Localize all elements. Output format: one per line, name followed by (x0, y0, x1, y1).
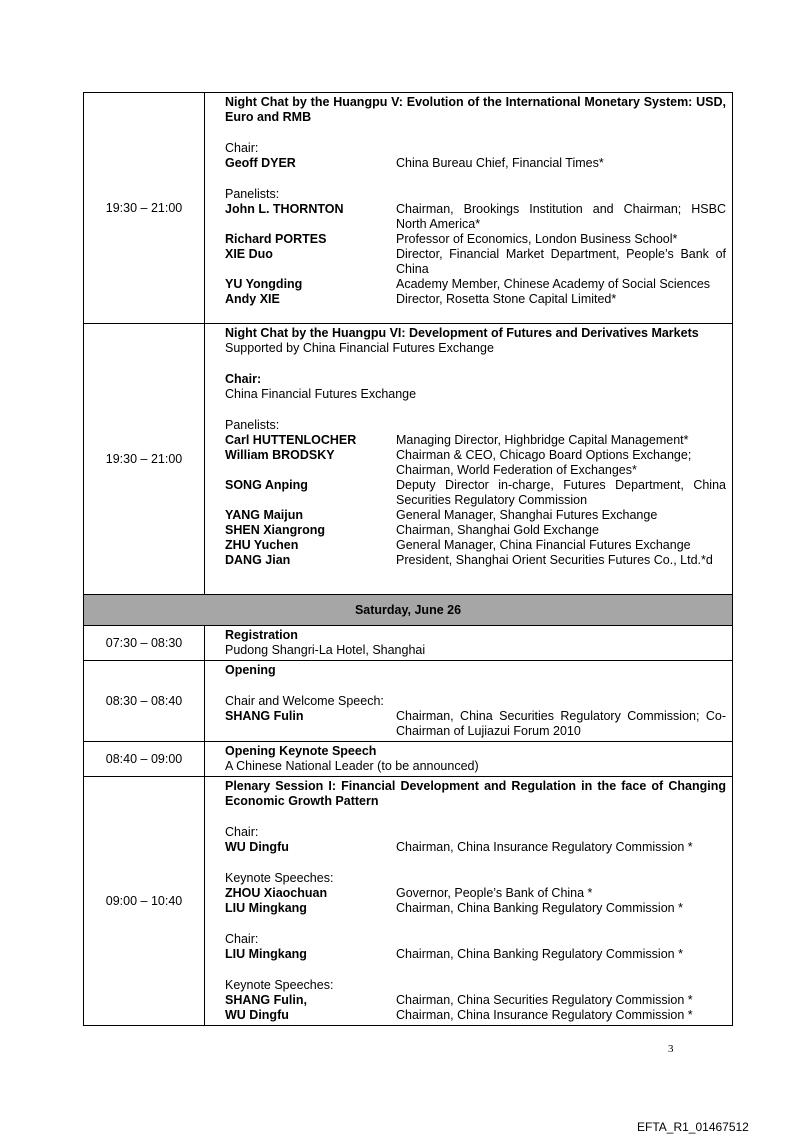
person-role: China Bureau Chief, Financial Times* (396, 156, 604, 170)
person-row (225, 840, 726, 855)
person-name: Carl HUTTENLOCHER (225, 433, 357, 447)
session-text: A Chinese National Leader (to be announced) (225, 759, 479, 773)
person-name: DANG Jian (225, 553, 291, 567)
person-role: General Manager, China Financial Futures Exchange (396, 538, 691, 552)
session-time: 09:00 – 10:40 (84, 777, 205, 1026)
chair-label: Chair: (225, 825, 259, 839)
person-name: John L. THORNTON (225, 202, 344, 216)
chair-label: Chair and Welcome Speech: (225, 694, 384, 708)
person-row (225, 886, 726, 901)
session-row (84, 777, 733, 1026)
day-header-row (84, 595, 733, 626)
person-name: ZHOU Xiaochuan (225, 886, 328, 900)
person-name: WU Dingfu (225, 1008, 289, 1022)
person-name: SONG Anping (225, 478, 308, 492)
session-content (205, 742, 733, 777)
agenda-table (83, 92, 733, 1026)
person-name: LIU Mingkang (225, 901, 307, 915)
session-row (84, 93, 733, 324)
person-name: Geoff DYER (225, 156, 296, 170)
session-title: Opening (225, 663, 276, 677)
person-row (225, 538, 726, 553)
person-row (225, 947, 726, 962)
person-name: SHEN Xiangrong (225, 523, 326, 537)
person-role: Deputy Director in-charge, Futures Department, China Securities Regulatory Commission (396, 478, 726, 507)
session-subtitle: Supported by China Financial Futures Exchange (225, 341, 494, 355)
session-title: Registration (225, 628, 298, 642)
session-time: 08:40 – 09:00 (84, 742, 205, 777)
person-name: LIU Mingkang (225, 947, 307, 961)
page-number: 3 (668, 1043, 674, 1055)
person-name: WU Dingfu (225, 840, 289, 854)
person-role: Chairman, China Banking Regulatory Commission * (396, 901, 683, 915)
person-role: President, Shanghai Orient Securities Futures Co., Ltd.*d (396, 553, 713, 567)
session-row (84, 742, 733, 777)
session-content (205, 626, 733, 661)
person-row (225, 993, 726, 1008)
session-time: 19:30 – 21:00 (84, 93, 205, 324)
person-row (225, 553, 726, 568)
document-id: EFTA_R1_01467512 (637, 1120, 749, 1134)
session-title: Night Chat by the Huangpu V: Evolution of the International Monetary System: USD, Euro and RMB (225, 95, 726, 124)
person-role: Chairman, China Insurance Regulatory Commission * (396, 840, 693, 854)
person-role: Chairman & CEO, Chicago Board Options Exchange; Chairman, World Federation of Exchanges* (396, 448, 692, 477)
keynote-label: Keynote Speeches: (225, 871, 334, 885)
person-row (225, 478, 726, 508)
session-title: Night Chat by the Huangpu VI: Development of Futures and Derivatives Markets (225, 326, 699, 340)
person-row (225, 202, 726, 232)
person-name: Andy XIE (225, 292, 280, 306)
session-text: Pudong Shangri-La Hotel, Shanghai (225, 643, 426, 657)
person-role: Chairman, Brookings Institution and Chairman; HSBC North America* (396, 202, 726, 231)
person-row (225, 901, 726, 916)
session-content (205, 93, 733, 324)
panelists-label: Panelists: (225, 187, 280, 201)
person-role: Chairman, China Securities Regulatory Commission; Co-Chairman of Lujiazui Forum 2010 (396, 709, 726, 738)
session-row (84, 324, 733, 595)
person-name: SHANG Fulin (225, 709, 304, 723)
chair-label: Chair: (225, 932, 259, 946)
person-name: William BRODSKY (225, 448, 335, 462)
person-role: Managing Director, Highbridge Capital Management* (396, 433, 689, 447)
person-row (225, 292, 726, 307)
session-time: 08:30 – 08:40 (84, 661, 205, 742)
person-role: Chairman, China Securities Regulatory Commission * (396, 993, 693, 1007)
person-name: YANG Maijun (225, 508, 304, 522)
session-row (84, 661, 733, 742)
person-row (225, 523, 726, 538)
session-title: Opening Keynote Speech (225, 744, 377, 758)
chair-label: Chair: (225, 141, 259, 155)
session-time: 07:30 – 08:30 (84, 626, 205, 661)
person-role: General Manager, Shanghai Futures Exchange (396, 508, 658, 522)
person-role: Chairman, China Banking Regulatory Commission * (396, 947, 683, 961)
person-row (225, 247, 726, 277)
person-row (225, 448, 726, 478)
chair-text: China Financial Futures Exchange (225, 387, 417, 401)
person-role: Academy Member, Chinese Academy of Social Sciences (396, 277, 711, 291)
person-row (225, 277, 726, 292)
person-name: YU Yongding (225, 277, 303, 291)
person-row (225, 232, 726, 247)
session-content (205, 777, 733, 1026)
session-time: 19:30 – 21:00 (84, 324, 205, 595)
chair-label: Chair: (225, 372, 262, 386)
day-header: Saturday, June 26 (84, 595, 733, 626)
person-name: XIE Duo (225, 247, 273, 261)
person-row (225, 508, 726, 523)
person-role: Chairman, Shanghai Gold Exchange (396, 523, 599, 537)
person-row (225, 709, 726, 739)
person-role: Director, Financial Market Department, People’s Bank of China (396, 247, 726, 276)
keynote-label: Keynote Speeches: (225, 978, 334, 992)
person-role: Governor, People’s Bank of China * (396, 886, 593, 900)
person-role: Director, Rosetta Stone Capital Limited* (396, 292, 617, 306)
person-row (225, 1008, 726, 1023)
person-name: Richard PORTES (225, 232, 327, 246)
person-role: Chairman, China Insurance Regulatory Commission * (396, 1008, 693, 1022)
person-name: SHANG Fulin, (225, 993, 307, 1007)
session-content (205, 661, 733, 742)
session-title: Plenary Session I: Financial Development and Regulation in the face of Changing Economic Growth Pattern (225, 779, 726, 808)
person-role: Professor of Economics, London Business School* (396, 232, 678, 246)
session-content (205, 324, 733, 595)
panelists-label: Panelists: (225, 418, 280, 432)
session-row (84, 626, 733, 661)
person-name: ZHU Yuchen (225, 538, 299, 552)
person-row (225, 433, 726, 448)
person-row (225, 156, 726, 171)
